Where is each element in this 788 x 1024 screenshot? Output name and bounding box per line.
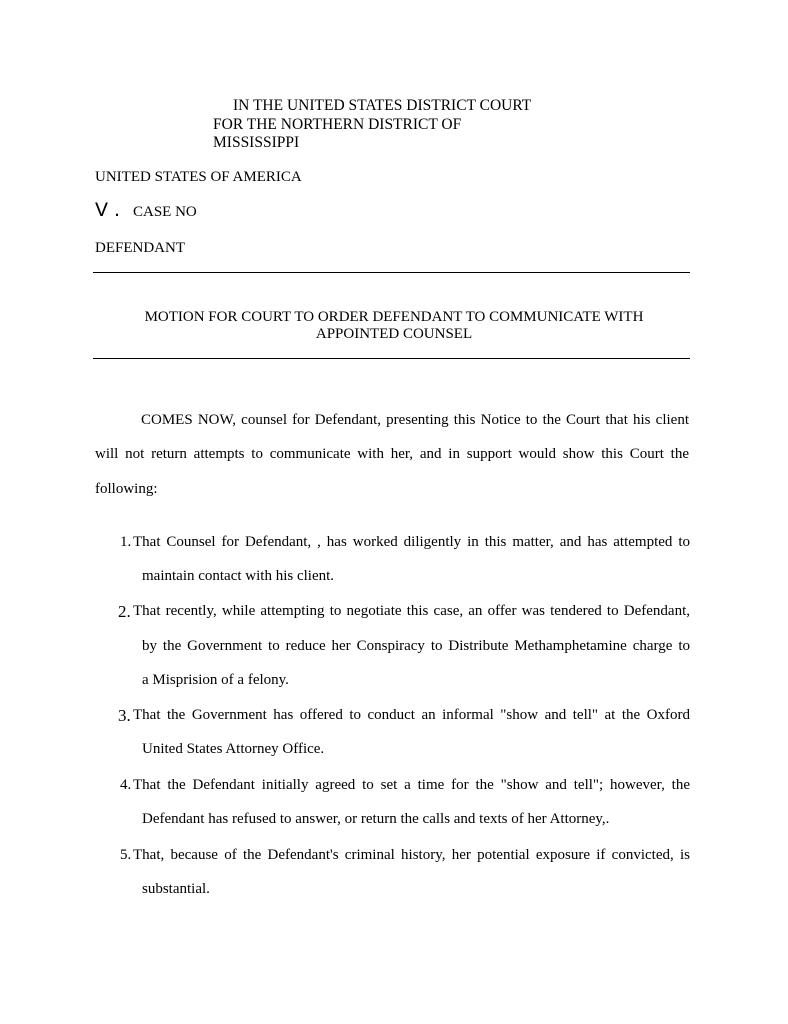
item-2-line-1: That recently, while attempting to negotiate this case, an offer was tendered to Defendant, [133,603,690,619]
item-4-line-2: Defendant has refused to answer, or return the calls and texts of her Attorney,. [142,811,610,827]
item-number: 3. [118,706,131,725]
intro-line-2: will not return attempts to communicate with her, and in support would show this Court the [95,446,689,462]
motion-title-line-2: APPOINTED COUNSEL [315,326,473,342]
court-name-line-2: FOR THE NORTHERN DISTRICT OF [213,116,462,133]
intro-line-1: COMES NOW, counsel for Defendant, presenting this Notice to the Court that his client [141,412,689,428]
item-2-line-2: by the Government to reduce her Conspiracy to Distribute Methamphetamine charge to [142,638,690,654]
item-number: 1. [120,534,132,550]
divider-top [93,272,690,273]
court-name-line-3: MISSISSIPPI [213,134,300,151]
versus-mark: V . [95,199,121,221]
item-2-line-3: a Misprision of a felony. [142,672,289,688]
item-1-line-1: That Counsel for Defendant, , has worked diligently in this matter, and has attempted to [133,534,690,550]
defendant-label: DEFENDANT [95,240,185,256]
item-1-line-2: maintain contact with his client. [142,568,335,584]
motion-title-line-1: MOTION FOR COURT TO ORDER DEFENDANT TO COMMUNICATE WITH [144,309,644,325]
item-number: 5. [120,847,132,863]
court-name-line-1: IN THE UNITED STATES DISTRICT COURT [233,97,532,114]
item-3-line-2: United States Attorney Office. [142,741,325,757]
case-number-label: CASE NO [133,204,197,220]
intro-line-3: following: [95,481,158,497]
item-5-line-2: substantial. [142,881,210,897]
item-3-line-1: That the Government has offered to conduct an informal "show and tell" at the Oxford [133,707,690,723]
item-number: 2. [118,602,131,621]
item-4-line-1: That the Defendant initially agreed to set a time for the "show and tell"; however, the [133,777,690,793]
divider-bottom [93,358,690,359]
item-5-line-1: That, because of the Defendant's criminal history, her potential exposure if convicted, is [133,847,690,863]
item-number: 4. [120,777,132,793]
plaintiff-name: UNITED STATES OF AMERICA [95,169,302,185]
